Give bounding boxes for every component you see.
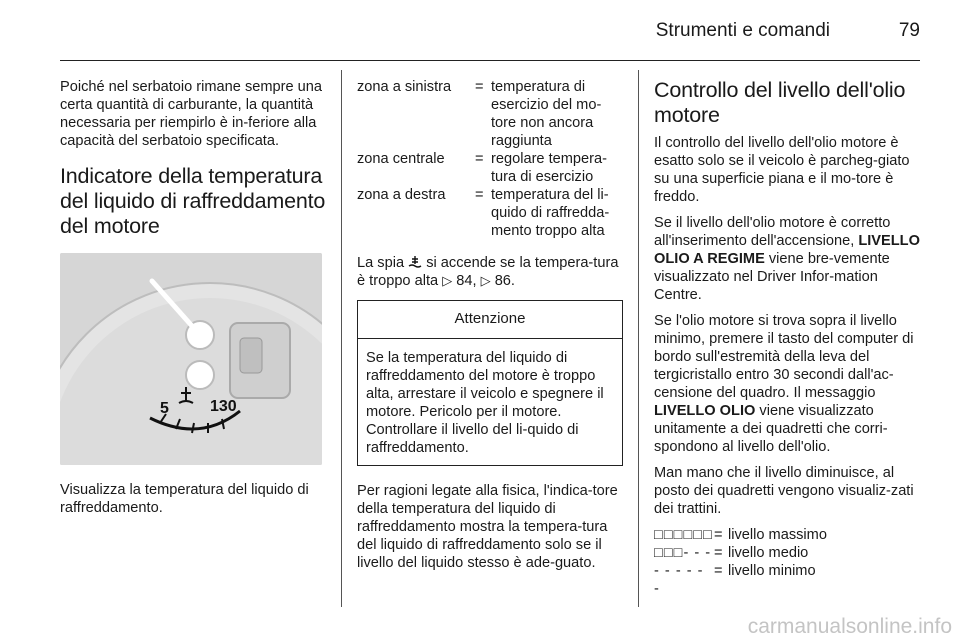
coolant-gauge-figure <box>60 253 322 465</box>
column-middle <box>357 78 623 580</box>
column-divider-2 <box>638 70 639 607</box>
level-row: □□□□□□ = livello massimo <box>654 527 827 543</box>
page-header <box>60 0 920 62</box>
page-ref-icon: ▷ <box>480 273 491 288</box>
section-title: Strumenti e comandi <box>655 20 830 41</box>
zone-row: zona a destra = temperatura del li-quido di raffredda-mento troppo alta <box>357 187 610 239</box>
oil-paragraph-3: Se l'olio motore si trova sopra il livello minimo, premere il tasto del computer di bordo sull'estremità della leva del tergicristallo entro 30 secondi dall'ac-censione del quadro. Il messaggio LIVELLO OLIO viene visualizzato unitamente a dei quadretti che corri-spondono al livello dell'olio. <box>654 313 914 455</box>
oil-paragraph-2: Se il livello dell'olio motore è corretto all'inserimento dell'accensione, LIVELLO OLIO A REGIME viene bre-vemente visualizzato nel Driver Infor-mation Centre. <box>654 215 920 303</box>
header-rule <box>60 60 920 61</box>
column-left <box>60 78 328 525</box>
watermark: carmanualsonline.info <box>747 615 952 638</box>
column-right <box>654 78 922 598</box>
zone-row: zona centrale = regolare tempera-tura di esercizio <box>357 151 607 185</box>
warning-text: Se la temperatura del liquido di raffreddamento del motore è troppo alta, arrestare il veicolo e spegnere il motore. Pericolo per il motore. Controllare il livello del li-quido di raffreddamento. <box>366 350 604 456</box>
warning-lamp-paragraph: La spia si accende se la tempera-tura è troppo alta ▷ 84, ▷ 86. <box>357 255 619 289</box>
oil-level-message: LIVELLO OLIO <box>654 403 756 419</box>
column-divider-1 <box>341 70 342 607</box>
warning-title: Attenzione <box>358 301 622 339</box>
page-ref-icon: ▷ <box>442 273 453 288</box>
page-ref-1[interactable]: 84, <box>456 273 477 289</box>
gauge-label-high: 130 <box>210 398 237 415</box>
oil-paragraph-1: Il controllo del livello dell'olio motore è esatto solo se il veicolo è parcheg-giato su una superficie piana e il mo-tore è freddo. <box>654 135 910 205</box>
page-number: 79 <box>898 20 920 41</box>
intro-paragraph: Poiché nel serbatoio rimane sempre una certa quantità di carburante, la quantità necessaria per riempirlo è in-feriore alla capacità del serbatoio specificata. <box>60 79 323 149</box>
level-row: □□□- - - = livello medio <box>654 545 809 561</box>
oil-level-heading: Controllo del livello dell'olio motore <box>654 78 906 127</box>
level-row: - - - - - - = livello minimo <box>654 563 816 597</box>
physics-paragraph: Per ragioni legate alla fisica, l'indica-tore della temperatura del liquido di raffreddamento mostra la tempera-tura del liquido di raffreddamento solo se il livello del liquido stesso è ade-guato. <box>357 483 618 571</box>
warning-box <box>357 300 623 466</box>
coolant-lamp-icon <box>408 255 422 269</box>
page-ref-2[interactable]: 86. <box>494 273 515 289</box>
oil-paragraph-4: Man mano che il livello diminuisce, al posto dei quadretti vengono visualiz-zati dei trattini. <box>654 465 914 517</box>
gauge-label-low: 5 <box>160 400 169 417</box>
zone-row: zona a sinistra = temperatura di esercizio del mo-tore non ancora raggiunta <box>357 79 602 149</box>
oil-level-legend <box>654 526 922 598</box>
zone-definitions <box>357 78 623 240</box>
gauge-illustration <box>60 253 322 465</box>
figure-caption: Visualizza la temperatura del liquido di raffreddamento. <box>60 482 309 516</box>
oil-level-ok-message: LIVELLO OLIO A REGIME <box>654 233 920 267</box>
coolant-heading: Indicatore della temperatura del liquido di raffreddamento del motore <box>60 164 326 238</box>
